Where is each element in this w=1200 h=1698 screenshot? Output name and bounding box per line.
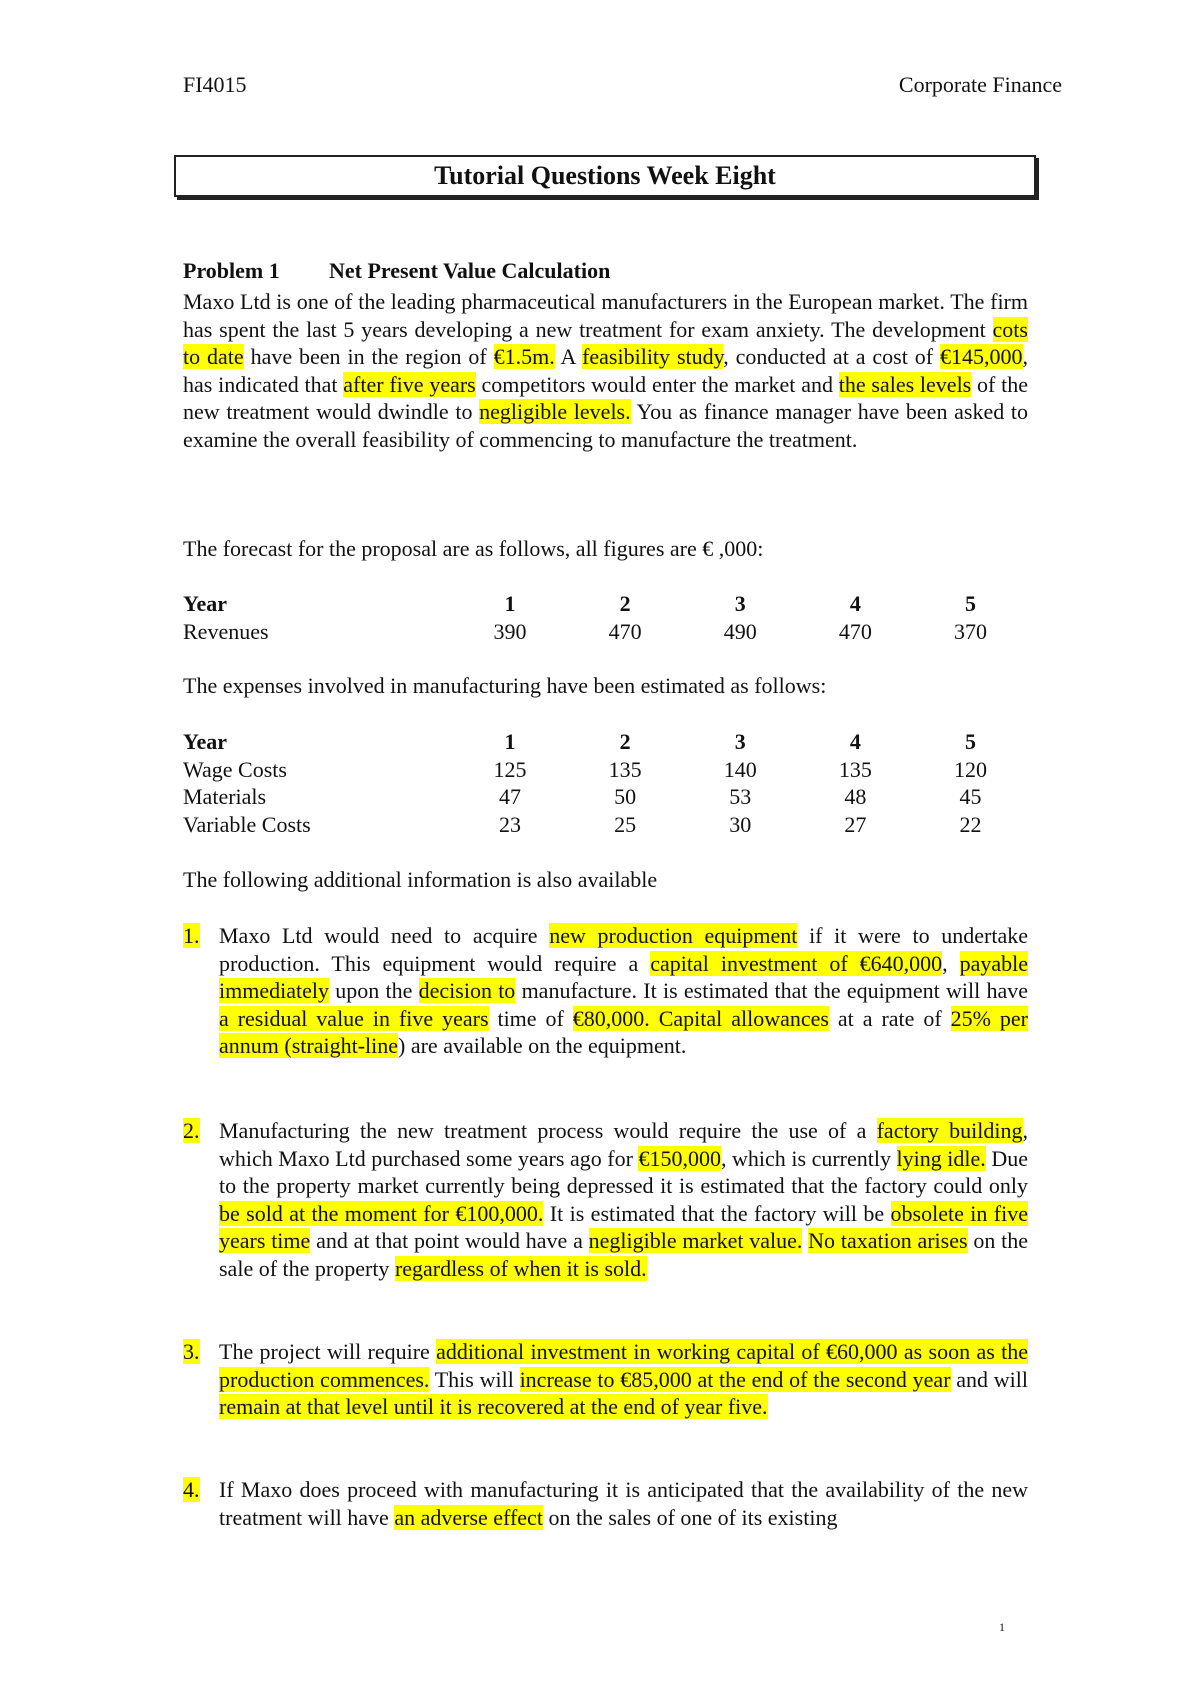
table-header-cell: 5 [964, 591, 976, 616]
table-cell: 490 [723, 618, 757, 644]
additional-intro-text: The following additional information is also available [183, 867, 658, 892]
table-cell: 27 [844, 811, 867, 837]
highlighted-text: €1.5m. [493, 344, 555, 369]
highlighted-text: feasibility study [582, 344, 724, 369]
table-cell: Materials [183, 784, 267, 809]
text-segment: , conducted at a cost of [723, 344, 940, 369]
highlighted-text: negligible market value. [588, 1228, 803, 1253]
table-cell: 135 [838, 756, 872, 782]
table-row [183, 618, 1028, 646]
highlighted-text: payable [959, 950, 1028, 976]
item-text [219, 922, 1028, 1060]
text-segment: Manufacturing the new treatment process would require the use of a [219, 1118, 877, 1143]
highlighted-text: a residual value in five years [219, 1005, 489, 1031]
item-number: 2. [183, 1118, 200, 1143]
highlighted-text: €145,000 [940, 344, 1023, 369]
item-text [219, 1476, 1028, 1531]
text-segment: , [942, 950, 960, 976]
table-header-cell: 2 [619, 729, 631, 754]
text-segment: have been in the region of [243, 344, 494, 369]
text-segment: It is estimated that the factory will be [543, 1200, 891, 1226]
text-segment: Due to the property market currently being depressed it is estimated that the factory could only [219, 1145, 1028, 1198]
highlighted-text: No taxation arises [808, 1228, 968, 1253]
highlighted-text: €150,000 [638, 1145, 721, 1171]
page-title-text: Tutorial Questions Week Eight [434, 161, 776, 190]
list-item [183, 1476, 1028, 1531]
table-cell: 470 [608, 618, 642, 644]
item-4 [183, 1476, 1028, 1531]
problem-name: Net Present Value Calculation [329, 258, 611, 283]
expenses-intro [183, 672, 1028, 700]
list-item [183, 922, 1028, 1060]
table-cell: Wage Costs [183, 756, 287, 782]
intro-paragraph-block [183, 288, 1028, 453]
text-segment: , has indicated that [183, 344, 1028, 397]
text-segment: upon the [328, 978, 419, 1003]
table-cell: 390 [493, 618, 527, 644]
header-course-name: Corporate Finance [898, 72, 1062, 97]
forecast-intro-text: The forecast for the proposal are as follows, all figures are € ,000: [183, 536, 764, 561]
item-text [219, 1338, 1028, 1421]
table-header-cell: 3 [734, 591, 746, 616]
table-header-row [183, 590, 1028, 618]
table-header-cell: 4 [849, 591, 861, 616]
highlighted-text: capital investment of €640,000 [650, 950, 943, 976]
table-row [183, 783, 1028, 811]
table-row [183, 756, 1028, 784]
table-cell: 370 [953, 618, 987, 644]
table-header-cell: 1 [504, 591, 516, 616]
problem-label: Problem 1 [183, 258, 280, 283]
item-2 [183, 1117, 1028, 1282]
text-segment: manufacture. It is estimated that the equipment will have [515, 978, 1028, 1003]
item-number: 1. [183, 923, 200, 948]
text-segment: , which is currently [720, 1145, 897, 1171]
table-cell: 23 [498, 811, 521, 837]
table-cell: 25 [614, 811, 637, 837]
highlighted-text: after five years [343, 371, 476, 397]
header-course-code: FI4015 [183, 72, 247, 97]
highlighted-text: 25% per annum (straight-line [219, 1005, 1029, 1058]
highlighted-text: be sold at the moment for €100,000. [219, 1200, 544, 1226]
table-header-cell: 3 [734, 729, 746, 754]
text-segment: You as finance manager have been asked to examine the overall feasibility of commencing to manufacture the treatment. [183, 399, 1029, 452]
text-segment: ) are available on the equipment. [398, 1033, 687, 1058]
table-cell: 47 [498, 784, 521, 809]
highlighted-text: lying idle. [896, 1145, 986, 1171]
table-cell: 140 [723, 756, 757, 782]
item-number: 4. [183, 1477, 200, 1502]
text-segment: competitors would enter the market and [475, 371, 839, 397]
table-cell: 22 [959, 811, 982, 837]
text-segment: of the new treatment would dwindle to [183, 371, 1029, 424]
text-segment: on the sales of one of its existing [542, 1504, 838, 1530]
item-1 [183, 922, 1028, 1060]
table-cell: Revenues [183, 618, 269, 644]
highlighted-text: obsolete in five years time [219, 1200, 1028, 1253]
list-item [183, 1338, 1028, 1421]
text-segment: The project will require [219, 1339, 437, 1364]
highlighted-text: regardless of when it is sold. [394, 1255, 647, 1281]
table-cell: 30 [729, 811, 752, 837]
highlighted-text: an adverse effect [394, 1504, 543, 1530]
highlighted-text: immediately [219, 978, 329, 1003]
highlighted-text: factory building [876, 1118, 1023, 1143]
list-item [183, 1117, 1028, 1282]
text-segment: , which Maxo Ltd purchased some years ago for [219, 1118, 1028, 1171]
item-number: 3. [183, 1339, 200, 1364]
table-row [183, 811, 1028, 839]
text-segment: if it were to undertake production. This equipment would require a [219, 923, 1028, 976]
page-title [174, 155, 1036, 197]
table-cell: 50 [614, 784, 637, 809]
table-header-cell: 2 [619, 591, 631, 616]
table-header-row [183, 728, 1028, 756]
forecast-intro [183, 535, 1028, 563]
table-cell: 120 [953, 756, 987, 782]
text-segment: on the sale of the property [219, 1228, 1028, 1281]
text-segment: A [554, 344, 583, 369]
expense-table-block [183, 728, 1028, 838]
text-segment: If Maxo does proceed with manufacturing it is anticipated that the availability of the new treatment will have [219, 1477, 1028, 1530]
table-cell: 48 [844, 784, 867, 809]
table-cell: 125 [493, 756, 527, 782]
table-cell: 135 [608, 756, 642, 782]
text-segment: Maxo Ltd is one of the leading pharmaceutical manufacturers in the European market. The firm has spent the last 5 years developing a new treatment for exam anxiety. The development [183, 289, 1028, 342]
highlighted-text: new production equipment [549, 923, 798, 948]
table-cell: 470 [838, 618, 872, 644]
problem-heading [183, 258, 610, 284]
expenses-intro-text: The expenses involved in manufacturing have been estimated as follows: [183, 673, 827, 698]
page-number: 1 [999, 1620, 1005, 1634]
highlighted-text: decision to [418, 978, 516, 1003]
table-header-cell: 5 [964, 729, 976, 754]
item-text [219, 1117, 1028, 1282]
highlighted-text: increase to €85,000 at the end of the second year [519, 1366, 951, 1392]
expense-table [183, 728, 1028, 838]
table-cell: Variable Costs [183, 811, 311, 837]
table-header-cell: Year [183, 729, 227, 754]
text-segment: and will [950, 1366, 1028, 1392]
table-cell: 53 [729, 784, 752, 809]
highlighted-text: additional investment in working capital of €60,000 as soon as the production commences. [219, 1339, 1028, 1392]
highlighted-text: remain at that level until it is recovered at the end of year five. [219, 1394, 768, 1419]
table-header-cell: 4 [849, 729, 861, 754]
table-header-cell: Year [183, 591, 227, 616]
additional-intro [183, 866, 1028, 894]
highlighted-text: cots to date [183, 316, 1028, 369]
revenue-table-block [183, 590, 1028, 645]
text-segment: Maxo Ltd would need to acquire [219, 923, 550, 948]
table-header-cell: 1 [504, 729, 516, 754]
highlighted-text: the sales levels [838, 371, 972, 397]
text-segment: at a rate of [828, 1005, 951, 1031]
text-segment: This will [429, 1366, 520, 1392]
table-cell: 45 [959, 784, 982, 809]
revenue-table [183, 590, 1028, 645]
highlighted-text: €80,000. Capital allowances [572, 1005, 829, 1031]
item-3 [183, 1338, 1028, 1421]
intro-paragraph [183, 288, 1028, 453]
text-segment: time of [488, 1005, 573, 1031]
highlighted-text: negligible levels. [479, 399, 631, 424]
text-segment: and at that point would have a [310, 1228, 589, 1253]
